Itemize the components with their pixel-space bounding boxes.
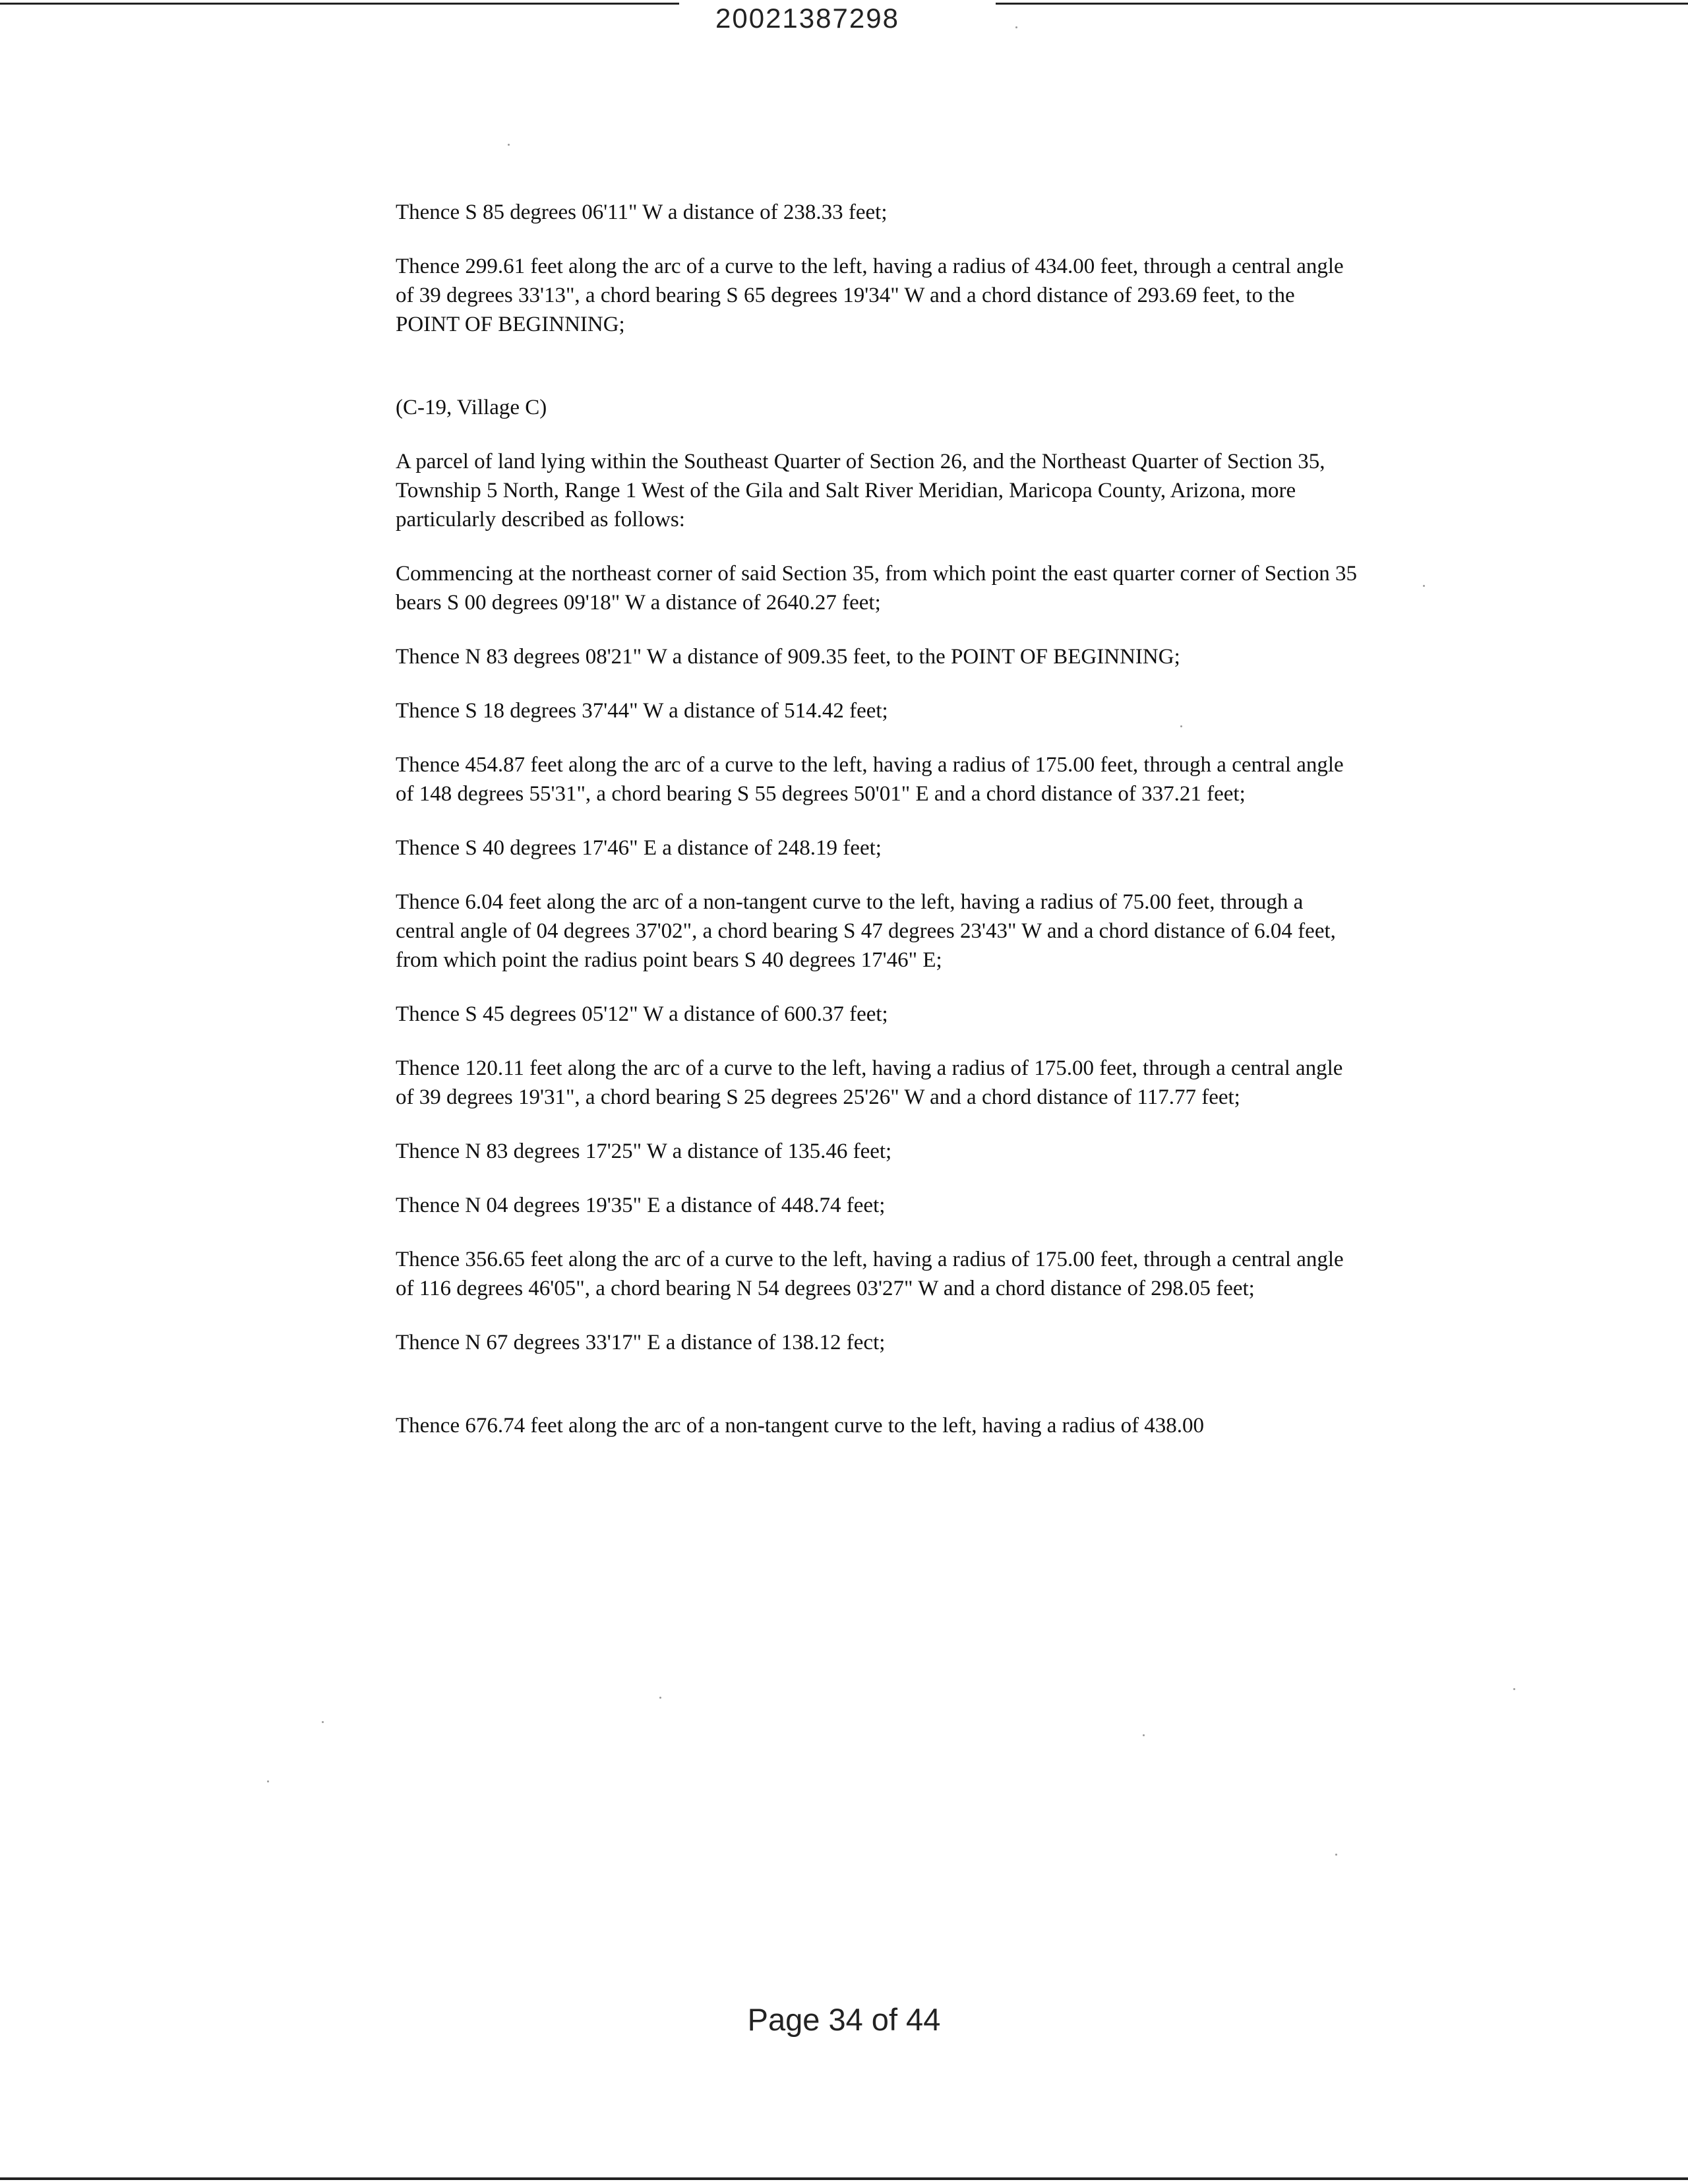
paragraph-course-4: Thence S 40 degrees 17'46" E a distance of 248.19 feet; <box>396 836 882 860</box>
paragraph-course-1: Thence S 85 degrees 06'11" W a distance of 238.33 feet; <box>396 200 888 224</box>
top-border-left <box>0 3 679 5</box>
paragraph-course-7: Thence N 04 degrees 19'35" E a distance of 448.74 feet; <box>396 1194 886 1217</box>
page-number: Page 34 of 44 <box>747 2002 941 2037</box>
paragraph-curve-5: Thence 356.65 feet along the arc of a curve to the left, having a radius of 175.00 feet, through a central angle of 116 degrees 46'05", a chord bearing N 54 degrees 03'27" W and a chord distance of 298.05 feet; <box>396 1248 1344 1300</box>
scan-speck <box>1335 1854 1337 1856</box>
paragraph-curve-4: Thence 120.11 feet along the arc of a curve to the left, having a radius of 175.00 feet, through a central angle of 39 degrees 19'31", a chord bearing S 25 degrees 25'26" W and a chord distance of 117.77 feet; <box>396 1056 1343 1109</box>
scan-speck <box>1423 585 1425 587</box>
scan-speck <box>659 1697 661 1699</box>
paragraph-curve-3: Thence 6.04 feet along the arc of a non-tangent curve to the left, having a radius of 75.00 feet, through a central angle of 04 degrees 37'02", a chord bearing S 47 degrees 23'43" W and a chord distance of 6.04 feet, from which point the radius point bears S 40 degrees 17'46" E; <box>396 890 1336 972</box>
scan-speck <box>267 1780 269 1782</box>
paragraph-curve-1: Thence 299.61 feet along the arc of a curve to the left, having a radius of 434.00 feet, through a central angle of 39 degrees 33'13", a chord bearing S 65 degrees 19'34" W and a chord distance of 293.69 feet, to the POINT OF BEGINNING; <box>396 255 1344 336</box>
paragraph-course-2: Thence N 83 degrees 08'21" W a distance of 909.35 feet, to the POINT OF BEGINNING; <box>396 645 1180 669</box>
paragraph-commencing: Commencing at the northeast corner of said Section 35, from which point the east quarter corner of Section 35 bears S 00 degrees 09'18" W a distance of 2640.27 feet; <box>396 562 1357 615</box>
scan-speck <box>1143 1734 1145 1736</box>
paragraph-curve-6: Thence 676.74 feet along the arc of a non-tangent curve to the left, having a radius of 438.00 <box>396 1414 1205 1438</box>
scan-speck <box>1513 1688 1515 1690</box>
top-border-right <box>996 3 1688 5</box>
paragraph-course-8: Thence N 67 degrees 33'17" E a distance of 138.12 fect; <box>396 1331 886 1354</box>
scan-speck <box>1180 725 1182 727</box>
paragraph-course-5: Thence S 45 degrees 05'12" W a distance of 600.37 feet; <box>396 1002 888 1026</box>
parcel-heading: (C-19, Village C) <box>396 396 547 419</box>
scan-speck <box>1015 26 1017 28</box>
paragraph-course-3: Thence S 18 degrees 37'44" W a distance of 514.42 feet; <box>396 699 888 723</box>
document-body <box>396 198 1358 1465</box>
document-number: 20021387298 <box>715 3 899 34</box>
scan-speck <box>322 1721 324 1723</box>
paragraph-curve-2: Thence 454.87 feet along the arc of a curve to the left, having a radius of 175.00 feet, through a central angle of 148 degrees 55'31", a chord bearing S 55 degrees 50'01" E and a chord distance of 337.21 feet; <box>396 753 1344 806</box>
parcel-description: A parcel of land lying within the Southeast Quarter of Section 26, and the Northeast Quarter of Section 35, Township 5 North, Range 1 West of the Gila and Salt River Meridian, Maricopa County, Arizona, more particularly described as follows: <box>396 450 1325 531</box>
paragraph-course-6: Thence N 83 degrees 17'25" W a distance of 135.46 feet; <box>396 1139 892 1163</box>
bottom-border <box>0 2177 1688 2180</box>
scan-speck <box>508 144 510 146</box>
